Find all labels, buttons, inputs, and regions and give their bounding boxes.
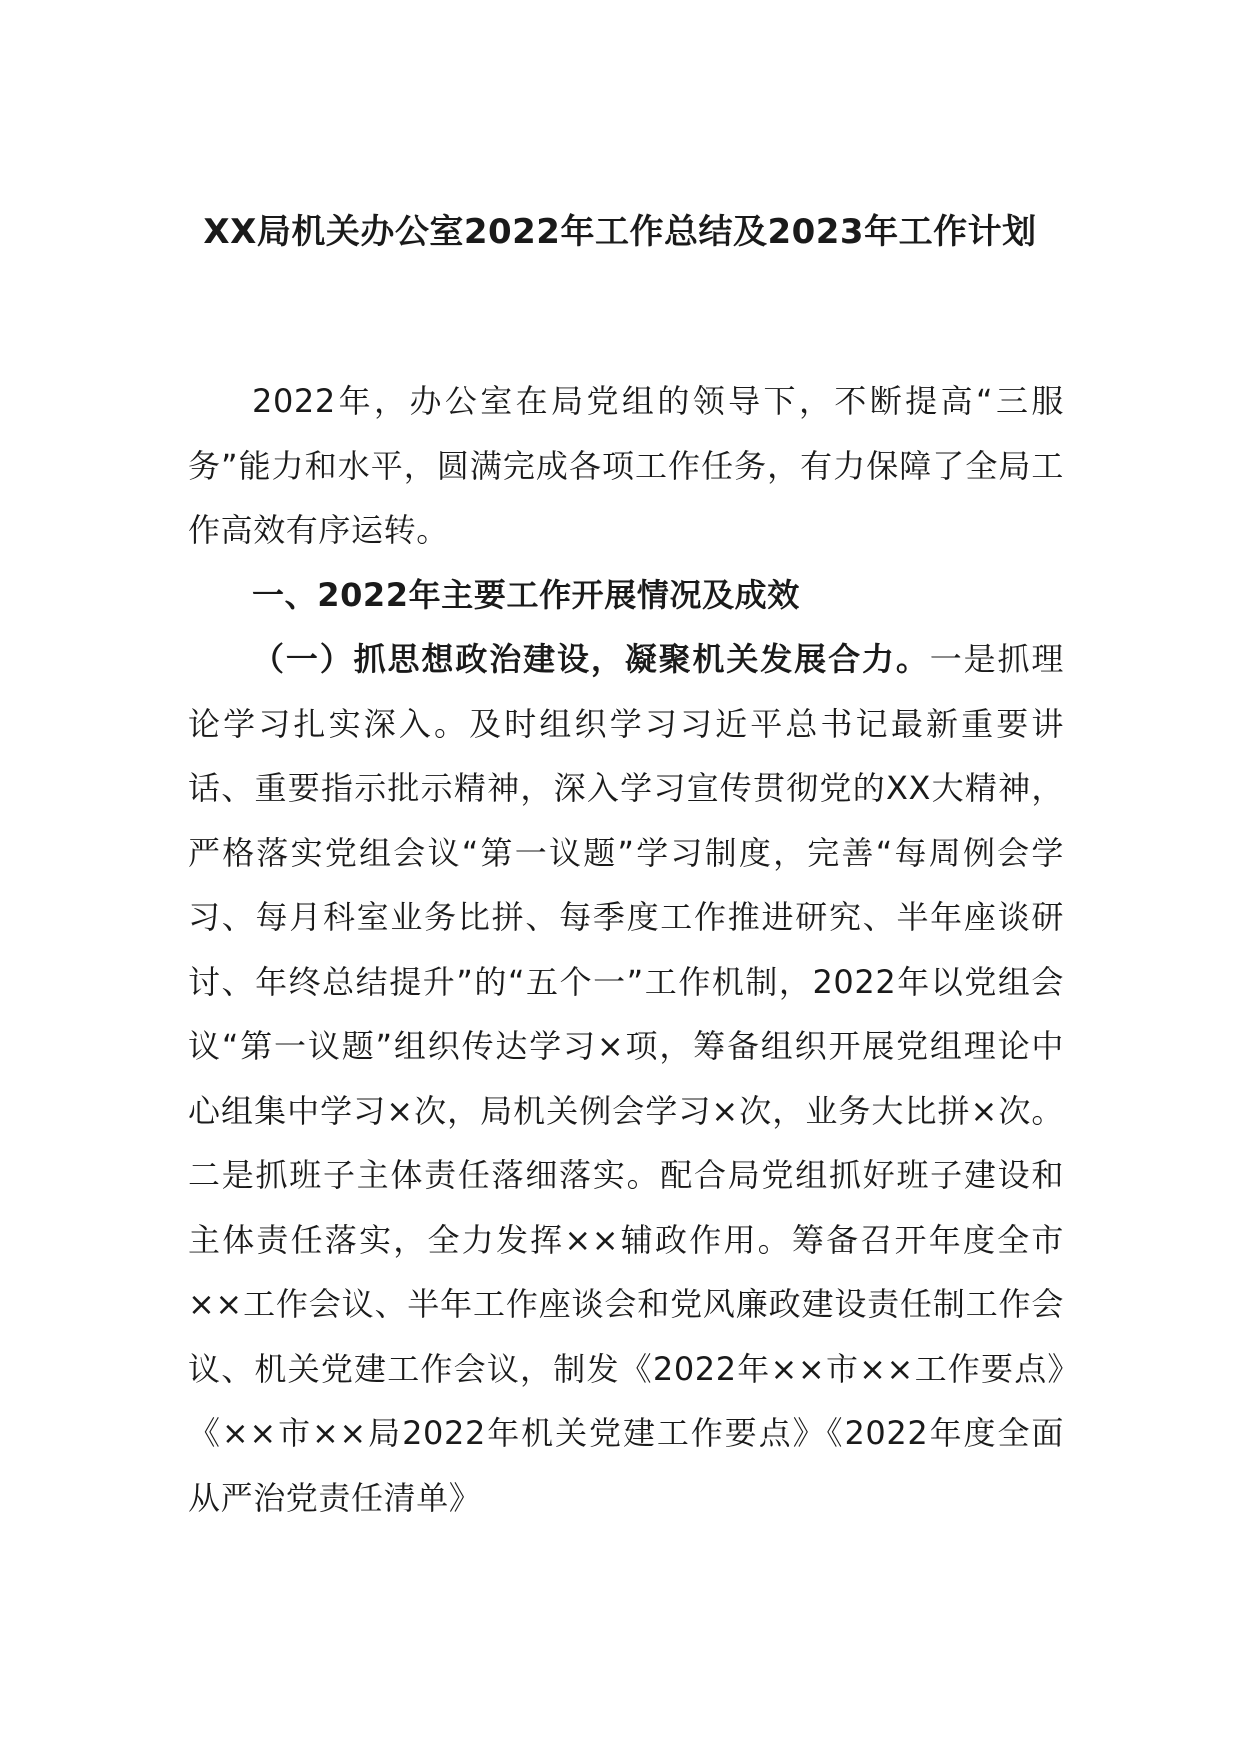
section-heading: 一、2022年主要工作开展情况及成效 — [252, 575, 800, 614]
intro-paragraph: 2022年，办公室在局党组的领导下，不断提高“三服务”能力和水平，圆满完成各项工作任务，有力保障了全局工作高效有序运转。 — [188, 382, 1064, 549]
document-title: XX局机关办公室2022年工作总结及2023年工作计划 — [203, 212, 1037, 252]
subsection-body: 一是抓理论学习扎实深入。及时组织学习习近平总书记最新重要讲话、重要指示批示精神，深入学习宣传贯彻党的XX大精神，严格落实党组会议“第一议题”学习制度，完善“每周例会学习、每月科室业务比拼、每季度工作推进研究、半年座谈研讨、年终总结提升”的“五个一”工作机制，2022年以党组会议“第一议题”组织传达学习×项，筹备组织开展党组理论中心组集中学习×次，局机关例会学习×次，业务大比拼×次。二是抓班子主体责任落细落实。配合局党组抓好班子建设和主体责任落实，全力发挥××辅政作用。筹备召开年度全市××工作会议、半年工作座谈会和党风廉政建设责任制工作会议、机关党建工作会议，制发《2022年××市××工作要点》《××市××局2022年机关党建工作要点》《2022年度全面从严治党责任清单》 — [188, 640, 1064, 1517]
subsection-lead: （一）抓思想政治建设，凝聚机关发展合力。 — [252, 640, 930, 678]
document-body — [188, 369, 1064, 1530]
subsection-paragraph — [188, 627, 1064, 1530]
